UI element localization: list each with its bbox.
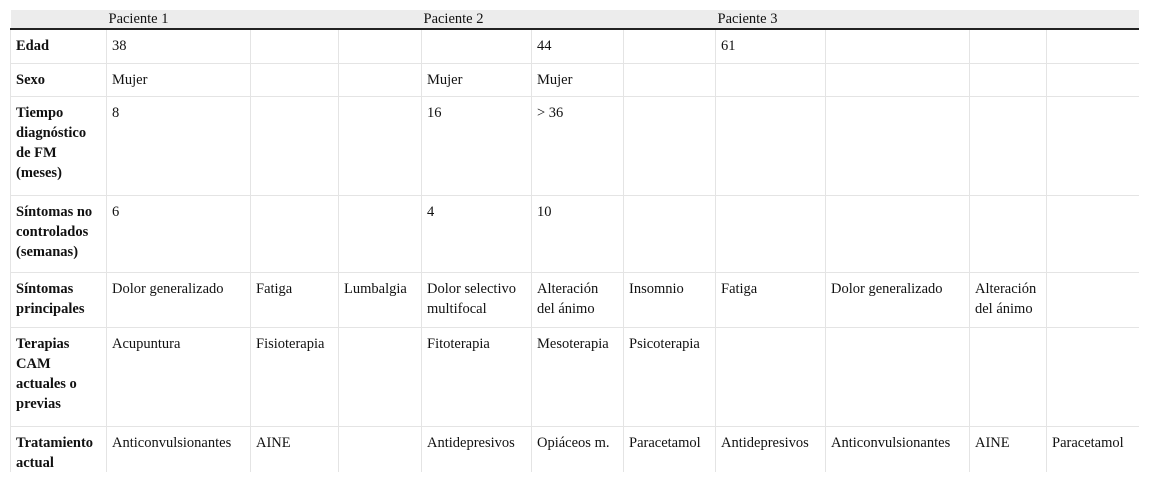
header-cell bbox=[1047, 10, 1140, 29]
table-cell bbox=[624, 63, 716, 96]
table-cell bbox=[716, 195, 826, 272]
table-cell: Anticonvulsionantes bbox=[826, 426, 970, 472]
table-cell: AINE bbox=[251, 426, 339, 472]
table-row-terapias-cam bbox=[11, 327, 1140, 426]
table-cell bbox=[339, 96, 422, 195]
table-cell: Mujer bbox=[532, 63, 624, 96]
table-row-edad bbox=[11, 29, 1140, 63]
table-cell: Paracetamol bbox=[1047, 426, 1140, 472]
header-cell-paciente-3: Paciente 3 bbox=[716, 10, 826, 29]
table-cell bbox=[624, 96, 716, 195]
table-cell: Paracetamol bbox=[624, 426, 716, 472]
table-cell bbox=[1047, 63, 1140, 96]
table-row-sintomas-no-controlados bbox=[11, 195, 1140, 272]
table-cell: Lumbalgia bbox=[339, 272, 422, 327]
table-cell bbox=[251, 29, 339, 63]
table-cell bbox=[339, 29, 422, 63]
patients-table bbox=[10, 10, 1139, 472]
header-cell-blank bbox=[11, 10, 107, 29]
table-cell bbox=[1047, 195, 1140, 272]
table-row-tiempo-diagnostico bbox=[11, 96, 1140, 195]
table-cell: Mesoterapia bbox=[532, 327, 624, 426]
table-cell bbox=[970, 29, 1047, 63]
table-cell bbox=[339, 327, 422, 426]
table-row-sexo bbox=[11, 63, 1140, 96]
row-label: Sexo bbox=[11, 63, 107, 96]
table-cell: Mujer bbox=[422, 63, 532, 96]
table-cell bbox=[339, 63, 422, 96]
table-cell bbox=[826, 29, 970, 63]
table-cell: Mujer bbox=[107, 63, 251, 96]
table-cell bbox=[970, 63, 1047, 96]
table-cell bbox=[1047, 96, 1140, 195]
header-cell bbox=[532, 10, 624, 29]
table-cell bbox=[716, 327, 826, 426]
table-cell bbox=[826, 327, 970, 426]
table-cell: Anticonvulsionantes bbox=[107, 426, 251, 472]
table-header-row bbox=[11, 10, 1140, 29]
table-cell bbox=[251, 195, 339, 272]
table-cell: Fatiga bbox=[251, 272, 339, 327]
header-cell bbox=[339, 10, 422, 29]
table-cell bbox=[339, 426, 422, 472]
table-cell bbox=[422, 29, 532, 63]
table-cell: 16 bbox=[422, 96, 532, 195]
row-label: Tiempo diagnóstico de FM (meses) bbox=[11, 96, 107, 195]
header-cell bbox=[970, 10, 1047, 29]
table-cell bbox=[251, 96, 339, 195]
table-cell: Fatiga bbox=[716, 272, 826, 327]
table-cell bbox=[1047, 327, 1140, 426]
table-cell: 44 bbox=[532, 29, 624, 63]
table-cell: Insomnio bbox=[624, 272, 716, 327]
table-cell bbox=[624, 29, 716, 63]
table-row-tratamiento-actual bbox=[11, 426, 1140, 472]
table-cell bbox=[826, 63, 970, 96]
table-cell: AINE bbox=[970, 426, 1047, 472]
table-cell: Psicoterapia bbox=[624, 327, 716, 426]
table-cell: 10 bbox=[532, 195, 624, 272]
table-cell: 61 bbox=[716, 29, 826, 63]
table-cell bbox=[716, 63, 826, 96]
table-cell: Dolor selectivo multifocal bbox=[422, 272, 532, 327]
table-cell: Antidepresivos bbox=[422, 426, 532, 472]
row-label: Edad bbox=[11, 29, 107, 63]
table-cell: Acupuntura bbox=[107, 327, 251, 426]
table-cell: Antidepresivos bbox=[716, 426, 826, 472]
table-cell bbox=[624, 195, 716, 272]
table-cell bbox=[970, 96, 1047, 195]
table-cell: Alteración del ánimo bbox=[970, 272, 1047, 327]
table-cell bbox=[970, 195, 1047, 272]
table-cell: 4 bbox=[422, 195, 532, 272]
table-cell bbox=[1047, 29, 1140, 63]
table-cell: > 36 bbox=[532, 96, 624, 195]
header-cell bbox=[624, 10, 716, 29]
table-cell: 8 bbox=[107, 96, 251, 195]
header-cell-paciente-2: Paciente 2 bbox=[422, 10, 532, 29]
row-label: Tratamiento actual bbox=[11, 426, 107, 472]
header-cell bbox=[826, 10, 970, 29]
table-cell: Fitoterapia bbox=[422, 327, 532, 426]
table-cell: Dolor generalizado bbox=[826, 272, 970, 327]
table-cell bbox=[970, 327, 1047, 426]
table-cell bbox=[251, 63, 339, 96]
table-row-sintomas-principales bbox=[11, 272, 1140, 327]
table-cell bbox=[826, 96, 970, 195]
table-cell: Alteración del ánimo bbox=[532, 272, 624, 327]
table-cell bbox=[826, 195, 970, 272]
table-cell: Fisioterapia bbox=[251, 327, 339, 426]
row-label: Terapias CAM actuales o previas bbox=[11, 327, 107, 426]
header-cell bbox=[251, 10, 339, 29]
row-label: Síntomas principales bbox=[11, 272, 107, 327]
table-cell: 6 bbox=[107, 195, 251, 272]
header-cell-paciente-1: Paciente 1 bbox=[107, 10, 251, 29]
table-cell: Dolor generalizado bbox=[107, 272, 251, 327]
table-cell bbox=[1047, 272, 1140, 327]
table-cell: 38 bbox=[107, 29, 251, 63]
patients-table-container bbox=[10, 10, 1139, 472]
table-cell bbox=[339, 195, 422, 272]
row-label: Síntomas no controlados (semanas) bbox=[11, 195, 107, 272]
table-cell: Opiáceos m. bbox=[532, 426, 624, 472]
table-cell bbox=[716, 96, 826, 195]
